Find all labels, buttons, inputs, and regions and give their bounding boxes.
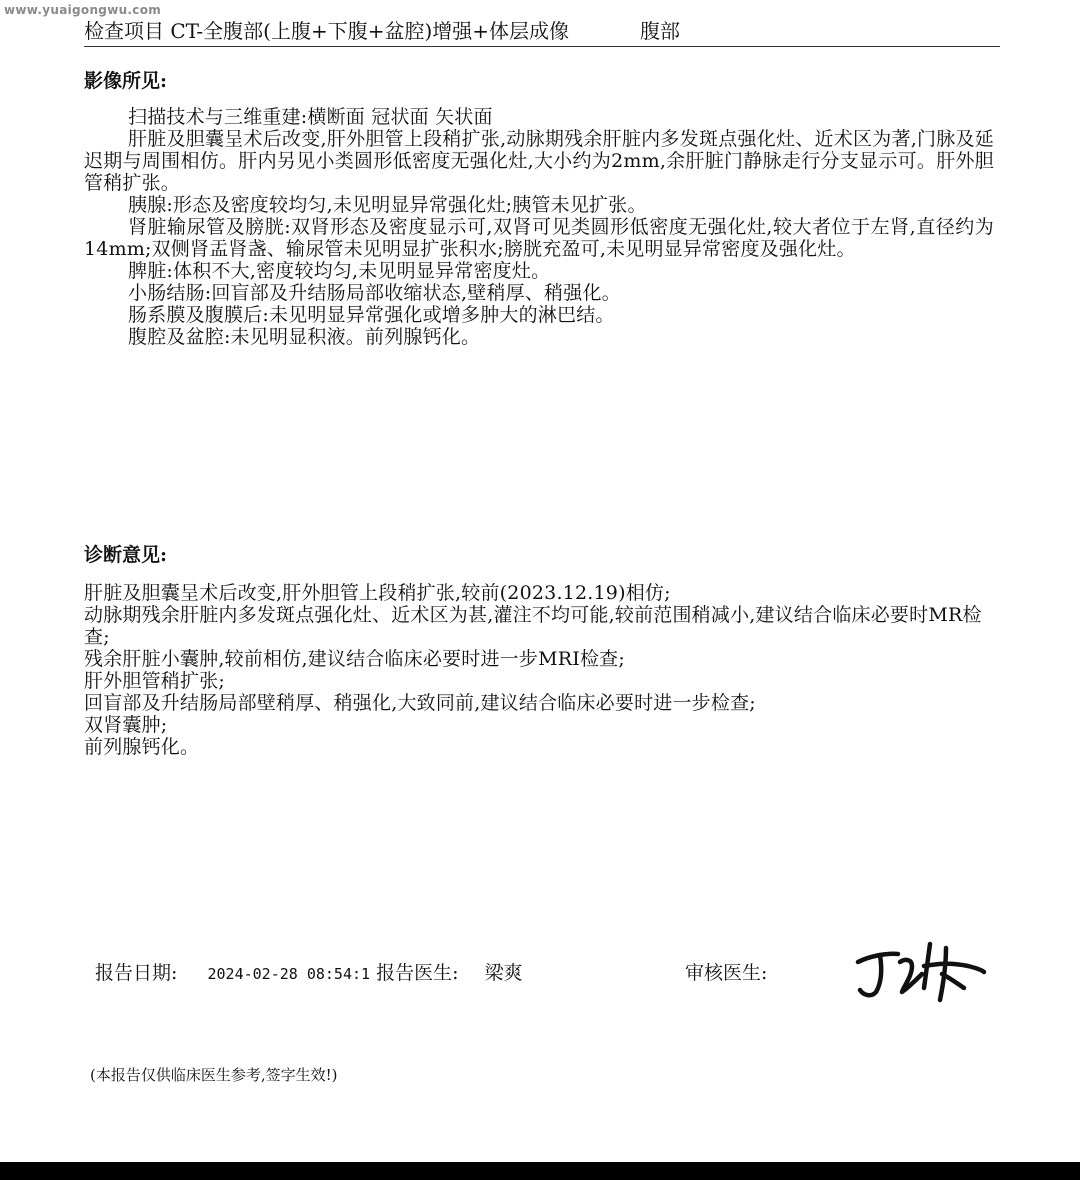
- reviewer-signature: [852, 936, 988, 1006]
- findings-paragraph: 肠系膜及腹膜后:未见明显异常强化或增多肿大的淋巴结。: [128, 304, 615, 326]
- header-divider: [84, 46, 1000, 47]
- report-disclaimer: (本报告仅供临床医生参考,签字生效!): [90, 1066, 338, 1084]
- diagnosis-line: 残余肝脏小囊肿,较前相仿,建议结合临床必要时进一步MRI检查;: [84, 648, 625, 670]
- body-part: 腹部: [640, 19, 680, 43]
- findings-title: 影像所见:: [84, 70, 168, 92]
- diagnosis-line: 双肾囊肿;: [84, 714, 168, 736]
- findings-paragraph: 肾脏输尿管及膀胱:双肾形态及密度显示可,双肾可见类圆形低密度无强化灶,较大者位于左肾,直径约为14mm;双侧肾盂肾盏、输尿管未见明显扩张积水;膀胱充盈可,未见明显异常密度及强化灶。: [84, 216, 994, 260]
- report-date-label: 报告日期:: [95, 962, 178, 984]
- diagnosis-line: 动脉期残余肝脏内多发斑点强化灶、近术区为甚,灌注不均可能,较前范围稍减小,建议结合临床必要时MR检查;: [84, 604, 982, 648]
- report-date-value: 2024-02-28 08:54:1: [207, 965, 371, 983]
- diagnosis-title: 诊断意见:: [84, 544, 168, 566]
- diagnosis-line: 肝外胆管稍扩张;: [84, 670, 226, 692]
- report-doctor-name: 梁爽: [484, 962, 523, 984]
- diagnosis-line: 肝脏及胆囊呈术后改变,肝外胆管上段稍扩张,较前(2023.12.19)相仿;: [84, 582, 671, 604]
- reviewer-label: 审核医生:: [685, 962, 768, 984]
- findings-paragraph: 脾脏:体积不大,密度较均匀,未见明显异常密度灶。: [128, 260, 551, 282]
- findings-paragraph: 胰腺:形态及密度较均匀,未见明显异常强化灶;胰管未见扩张。: [128, 194, 647, 216]
- findings-paragraph: 腹腔及盆腔:未见明显积液。前列腺钙化。: [128, 326, 481, 348]
- diagnosis-body: [84, 582, 984, 758]
- bottom-black-bar: [0, 1162, 1080, 1180]
- diagnosis-line: 前列腺钙化。: [84, 736, 200, 758]
- site-watermark: www.yuaigongwu.com: [4, 3, 162, 17]
- exam-item: 检查项目 CT-全腹部(上腹+下腹+盆腔)增强+体层成像: [84, 19, 570, 43]
- findings-body: [84, 106, 994, 348]
- findings-paragraph: 小肠结肠:回盲部及升结肠局部收缩状态,壁稍厚、稍强化。: [128, 282, 621, 304]
- exam-item-row: [84, 15, 1000, 44]
- report-doctor-label: 报告医生:: [376, 962, 459, 984]
- findings-paragraph: 肝脏及胆囊呈术后改变,肝外胆管上段稍扩张,动脉期残余肝脏内多发斑点强化灶、近术区为著,门脉及延迟期与周围相仿。肝内另见小类圆形低密度无强化灶,大小约为2mm,余肝脏门静脉走行分支显示可。肝外胆管稍扩张。: [84, 128, 994, 194]
- diagnosis-line: 回盲部及升结肠局部壁稍厚、稍强化,大致同前,建议结合临床必要时进一步检查;: [84, 692, 756, 714]
- report-date-row: [95, 958, 523, 985]
- findings-paragraph: 扫描技术与三维重建:横断面 冠状面 矢状面: [128, 106, 493, 128]
- reviewer-row: [685, 958, 767, 985]
